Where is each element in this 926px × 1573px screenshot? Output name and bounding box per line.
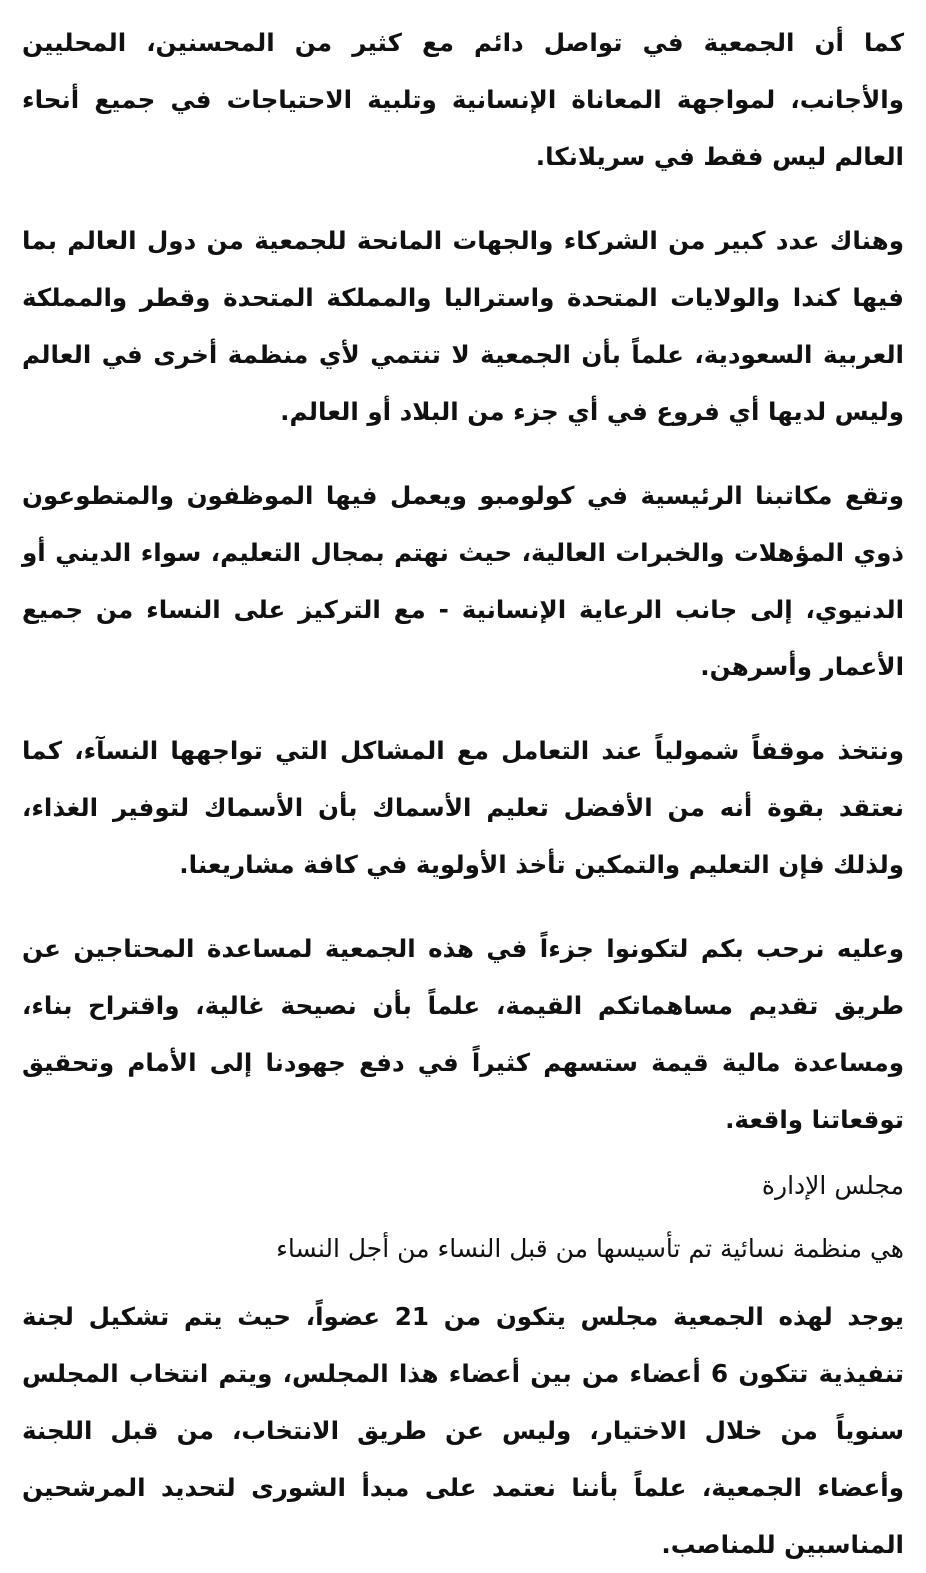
paragraph-offices: وتقع مكاتبنا الرئيسية في كولومبو ويعمل فيها الموظفون والمتطوعون ذوي المؤهلات والخبرات العالية، حيث نهتم بمجال التعليم، سواء الديني أو الدنيوي، إلى جانب الرعاية الإنسانية - مع التركيز على النساء من جميع الأعمار وأسرهن.	[22, 481, 904, 681]
paragraph-donors: كما أن الجمعية في تواصل دائم مع كثير من المحسنين، المحليين والأجانب، لمواجهة المعاناة الإنسانية وتلبية الاحتياجات في جميع أنحاء العالم ليس فقط في سريلانكا.	[22, 28, 904, 171]
section-subheading: هي منظمة نسائية تم تأسيسها من قبل النساء من أجل النساء	[276, 1234, 904, 1263]
paragraph-spacer	[22, 1274, 904, 1288]
paragraph-spacer	[22, 893, 904, 920]
paragraph-spacer	[22, 1210, 904, 1224]
paragraph-board: يوجد لهذه الجمعية مجلس يتكون من 21 عضواً، حيث يتم تشكيل لجنة تنفيذية تتكون 6 أعضاء من بين أعضاء هذا المجلس، ويتم انتخاب المجلس سنوياً من خلال الاختيار، وليس عن طريق الانتخاب، من قبل اللجنة وأعضاء الجمعية، علماً بأننا نعتمد على مبدأ الشورى لتحديد المرشحين المناسبين للمناصب.	[22, 1302, 905, 1559]
paragraph-spacer	[22, 185, 904, 212]
paragraph-spacer	[22, 1148, 904, 1162]
paragraph-approach: ونتخذ موقفاً شمولياً عند التعامل مع المشاكل التي تواجهها النسآء، كما نعتقد بقوة أنه من الأفضل تعليم الأسماك بأن الأسماك لتوفير الغذاء، ولذلك فإن التعليم والتمكين تأخذ الأولوية في كافة مشاريعنا.	[22, 736, 904, 879]
paragraph-spacer	[22, 695, 904, 722]
section-heading: مجلس الإدارة	[761, 1171, 904, 1200]
paragraph-partners: وهناك عدد كبير من الشركاء والجهات المانحة للجمعية من دول العالم بما فيها كندا والولايات المتحدة واستراليا والمملكة المتحدة وقطر والمملكة العربية السعودية، علماً بأن الجمعية لا تنتمي لأي منظمة أخرى في العالم وليس لديها أي فروع في أي جزء من البلاد أو العالم.	[22, 226, 904, 426]
paragraph-invitation: وعليه نرحب بكم لتكونوا جزءاً في هذه الجمعية لمساعدة المحتاجين عن طريق تقديم مساهماتكم القيمة، علماً بأن نصيحة غالية، واقتراح بناء، ومساعدة مالية قيمة ستسهم كثيراً في دفع جهودنا إلى الأمام وتحقيق توقعاتنا واقعة.	[22, 934, 904, 1134]
paragraph-spacer	[22, 440, 904, 467]
